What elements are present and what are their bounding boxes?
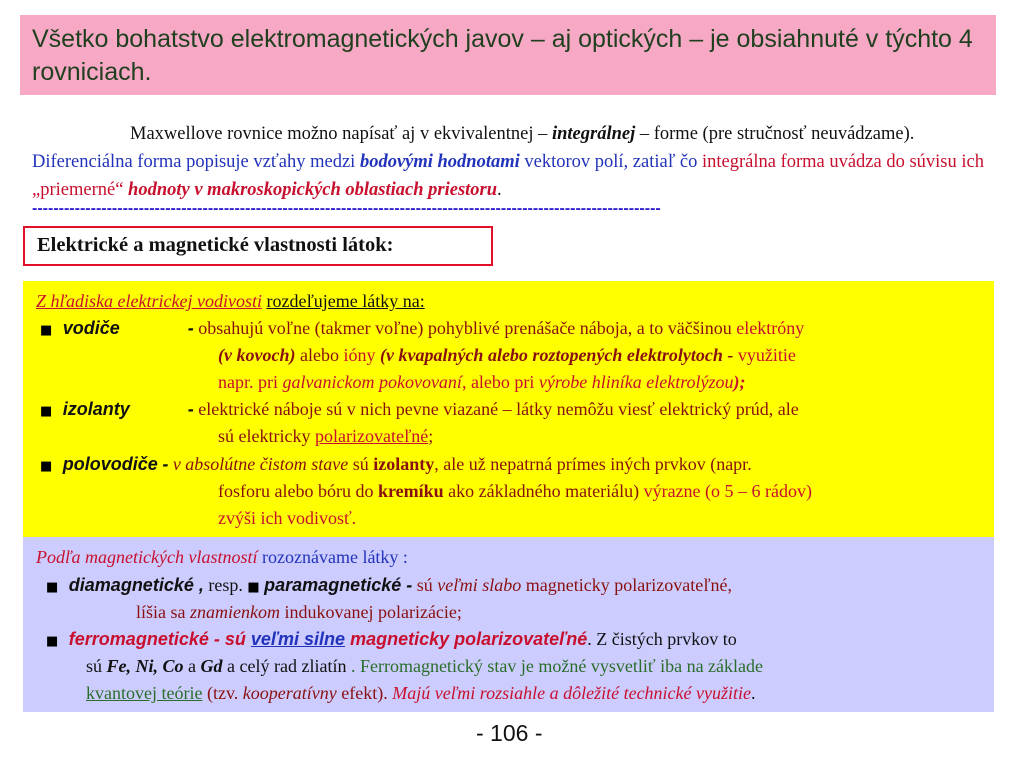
list-item-ferro-cont: sú Fe, Ni, Co a Gd a celý rad zliatín . Ferromagnetický stav je možné vysvetliť iba na základe — [86, 656, 764, 676]
page-number: - 106 - — [476, 720, 543, 746]
list-item-ferro: ■ ferromagnetické - sú veľmi silne magneticky polarizovateľné. Z čistých prvkov to — [46, 629, 737, 649]
dashed-separator: ---------------------------------------------------------------------------------------------------------------------- — [32, 200, 661, 217]
intro-text: integrálna forma uvádza do súvisu ich „priemerné“ — [32, 152, 984, 200]
list-item-insulators-cont: sú elektricky polarizovateľné; — [218, 426, 434, 446]
intro-point-values: bodovými hodnotami — [359, 152, 520, 172]
slide-title: Všetko bohatstvo elektromagnetických javov – aj optických – je obsiahnuté v týchto 4 rovniciach. — [32, 25, 973, 86]
bullet-icon: ■ — [40, 323, 53, 338]
intro-text: vektorov polí, zatiaľ čo — [519, 152, 702, 172]
list-item-semiconductors-cont: zvýši ich vodivosť. — [218, 508, 357, 528]
term-paramagnetic: paramagnetické - — [264, 575, 413, 595]
term-conductors: vodiče — [62, 318, 120, 338]
list-item-conductors: ■ vodiče - obsahujú voľne (takmer voľne) pohyblivé prenášače náboja, a to väčšinou elektróny — [40, 315, 804, 344]
magnetic-intro: Podľa magnetických vlastností rozoznávame látky : — [36, 547, 408, 567]
list-item-insulators: ■ izolanty - elektrické náboje sú v nich pevne viazané – látky nemôžu viesť elektrický prúd, ale — [40, 396, 799, 425]
title-banner — [20, 15, 996, 95]
bullet-icon: ■ — [46, 634, 59, 649]
bullet-icon: ■ — [40, 459, 53, 474]
list-item-semiconductors: ■ polovodiče - v absolútne čistom stave sú izolanty, ale už nepatrná prímes iných prvkov (napr. — [40, 454, 752, 474]
intro-macro-values: hodnoty v makroskopických oblastiach priestoru — [128, 180, 498, 200]
term-semiconductors: polovodiče — [62, 454, 158, 474]
list-item-conductors-cont: napr. pri galvanickom pokovovaní, alebo pri výrobe hliníka elektrolýzou); — [218, 372, 746, 392]
list-item-dia-para: ■ diamagnetické , resp. ■ paramagnetické - sú veľmi slabo magneticky polarizovateľné, — [46, 575, 733, 595]
intro-text: Maxwellove rovnice možno napísať aj v ekvivalentnej – — [130, 124, 552, 144]
list-item-dia-para-cont: líšia sa znamienkom indukovanej polarizácie; — [136, 602, 462, 622]
section-heading: Elektrické a magnetické vlastnosti látok: — [37, 234, 394, 256]
intro-integral: integrálnej — [551, 124, 636, 144]
list-item-conductors-cont: (v kovoch) alebo ióny (v kvapalných alebo roztopených elektrolytoch - využitie — [218, 345, 796, 365]
electric-intro: Z hľadiska elektrickej vodivosti rozdeľujeme látky na: — [36, 291, 425, 311]
list-item-ferro-cont: kvantovej teórie (tzv. kooperatívny efekt). Majú veľmi rozsiahle a dôležité technické využitie. — [86, 683, 756, 703]
section-heading-box — [23, 226, 493, 266]
bullet-icon: ■ — [40, 404, 53, 419]
term-insulators: izolanty — [62, 399, 130, 419]
bullet-icon: ■ — [46, 580, 59, 595]
intro-text: – forme (pre stručnosť neuvádzame). — [635, 124, 915, 144]
intro-text: . — [497, 180, 502, 200]
intro-paragraph — [32, 120, 994, 204]
intro-text: Diferenciálna forma popisuje vzťahy medzi — [32, 152, 360, 172]
list-item-semiconductors-cont: fosforu alebo bóru do kremíku ako základného materiálu) výrazne (o 5 – 6 rádov) — [218, 481, 813, 501]
bullet-icon: ■ — [247, 580, 260, 595]
term-diamagnetic: diamagnetické , — [68, 575, 204, 595]
term-ferromagnetic: ferromagnetické - — [68, 629, 220, 649]
